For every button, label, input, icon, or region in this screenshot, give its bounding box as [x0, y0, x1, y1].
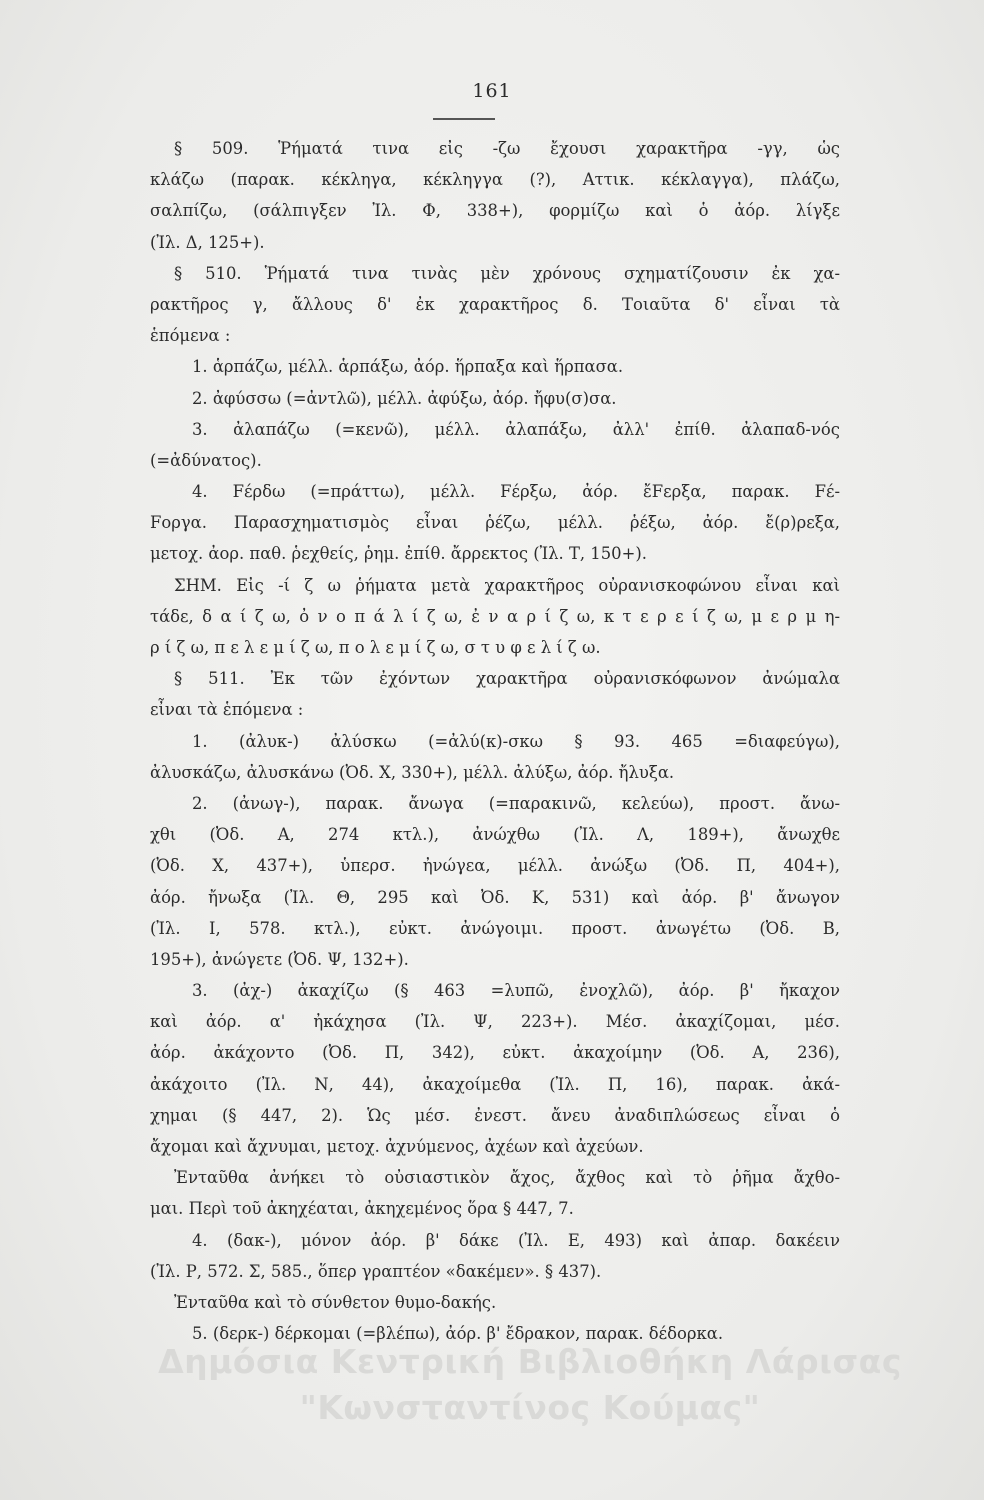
page-number: 161 [472, 80, 512, 102]
text-line: 3. ἀλαπάζω (=κενῶ), μέλλ. ἀλαπάξω, ἀλλ' ἐπίθ. ἀλαπαδ-νός [192, 419, 840, 439]
text-line: 195+), ἀνώγετε (Ὀδ. Ψ, 132+). [150, 949, 409, 969]
text-line: (Ἰλ. Δ, 125+). [150, 232, 265, 252]
text-line: ἀόρ. ἀκάχοντο (Ὀδ. Π, 342), εὐκτ. ἀκαχοίμην (Ὀδ. Α, 236), [150, 1043, 840, 1063]
text-line: § 509. Ῥήματά τινα εἰς -ζω ἔχουσι χαρακτῆρα -γγ, ὡς [174, 139, 840, 158]
body-text [150, 133, 840, 1349]
text-line: (Ἰλ. Ρ, 572. Σ, 585., ὅπερ γραπτέον «δακέμεν». § 437). [150, 1261, 602, 1281]
text-line: (=ἀδύνατος). [150, 450, 262, 470]
text-line: § 511. Ἐκ τῶν ἐχόντων χαρακτῆρα οὐρανισκόφωνον ἀνώμαλα [174, 669, 840, 689]
library-watermark-line-2: "Κωνσταντίνος Κούμας" [299, 1388, 761, 1427]
text-line: καὶ ἀόρ. α' ἠκάχησα (Ἰλ. Ψ, 223+). Μέσ. ἀκαχίζομαι, μέσ. [150, 1012, 840, 1032]
text-line: ΣΗΜ. Εἰς -ί ζ ω ῥήματα μετὰ χαρακτῆρος οὐρανισκοφώνου εἶναι καὶ [174, 575, 840, 595]
text-line: μετοχ. ἀορ. παθ. ῥεχθείς, ῥημ. ἐπίθ. ἄρρεκτος (Ἰλ. Τ, 150+). [150, 544, 647, 564]
text-line: Ἐνταῦθα καὶ τὸ σύνθετον θυμο-δακής. [174, 1292, 497, 1312]
text-line: 5. (δερκ-) δέρκομαι (=βλέπω), ἀόρ. β' ἔδρακον, παρακ. δέδορκα. [192, 1324, 724, 1344]
text-line: εἶναι τὰ ἑπόμενα : [150, 700, 304, 720]
text-line: ρ ί ζ ω, π ε λ ε μ ί ζ ω, π ο λ ε μ ί ζ ω, σ τ υ φ ε λ ί ζ ω. [150, 638, 601, 657]
text-line: 1. ἁρπάζω, μέλλ. ἁρπάξω, ἀόρ. ἥρπαξα καὶ ἥρπασα. [192, 357, 624, 377]
text-line: ἀόρ. ἤνωξα (Ἰλ. Θ, 295 καὶ Ὀδ. Κ, 531) καὶ ἀόρ. β' ἄνωγον [150, 887, 840, 907]
text-line: § 510. Ῥήματά τινα τινὰς μὲν χρόνους σχηματίζουσιν ἐκ χα- [174, 263, 840, 283]
text-line: ἀκάχοιτο (Ἰλ. Ν, 44), ἀκαχοίμεθα (Ἰλ. Π, 16), παρακ. ἀκά- [150, 1074, 840, 1094]
text-line: χημαι (§ 447, 2). Ὡς μέσ. ἐνεστ. ἄνευ ἀναδιπλώσεως εἶναι ὁ [150, 1105, 840, 1125]
text-line: (Ἰλ. Ι, 578. κτλ.), εὐκτ. ἀνώγοιμι. προστ. ἀνωγέτω (Ὀδ. Β, [150, 918, 840, 938]
text-line: 1. (ἀλυκ-) ἀλύσκω (=ἀλύ(κ)-σκω § 93. 465 =διαφεύγω), [192, 731, 840, 751]
text-line: κλάζω (παρακ. κέκληγα, κέκληγγα (?), Αττικ. κέκλαγγα), πλάζω, [150, 170, 840, 190]
text-line: ἀλυσκάζω, ἀλυσκάνω (Ὀδ. Χ, 330+), μέλλ. ἀλύξω, ἀόρ. ἤλυξα. [150, 762, 675, 782]
text-line: ἑπόμενα : [150, 326, 231, 346]
header-rule [433, 118, 495, 120]
text-line: 2. ἀφύσσω (=ἀντλῶ), μέλλ. ἀφύξω, ἀόρ. ἤφυ(σ)σα. [192, 388, 617, 408]
text-line: ρακτῆρος γ, ἄλλους δ' ἐκ χαρακτῆρος δ. Τοιαῦτα δ' εἶναι τὰ [150, 294, 840, 314]
library-watermark-line-1: Δημόσια Κεντρική Βιβλιοθήκη Λάρισας [158, 1342, 902, 1381]
text-line: Ἐνταῦθα ἀνήκει τὸ οὐσιαστικὸν ἄχος, ἄχθος καὶ τὸ ῥῆμα ἄχθο- [174, 1168, 840, 1188]
text-line: τάδε, δ α ί ζ ω, ὀ ν ο π ά λ ί ζ ω, ἐ ν α ρ ί ζ ω, κ τ ε ρ ε ί ζ ω, μ ε ρ μ η- [150, 606, 840, 626]
text-line: χθι (Ὀδ. Α, 274 κτλ.), ἀνώχθω (Ἰλ. Λ, 189+), ἄνωχθε [150, 825, 840, 845]
text-line: 4. (δακ-), μόνον ἀόρ. β' δάκε (Ἰλ. Ε, 493) καὶ ἀπαρ. δακέειν [192, 1230, 840, 1250]
text-line: 2. (ἀνωγ-), παρακ. ἄνωγα (=παρακινῶ, κελεύω), προστ. ἄνω- [192, 793, 840, 813]
text-line: (Ὀδ. Χ, 437+), ὑπερσ. ἠνώγεα, μέλλ. ἀνώξω (Ὀδ. Π, 404+), [150, 856, 840, 876]
text-line: 4. Fέρδω (=πράττω), μέλλ. Fέρξω, ἀόρ. ἔFερξα, παρακ. Fέ- [192, 482, 840, 502]
text-line: ἄχομαι καὶ ἄχνυμαι, μετοχ. ἀχνύμενος, ἀχέων καὶ ἀχεύων. [150, 1137, 644, 1156]
text-line: Fοργα. Παρασχηματισμὸς εἶναι ῥέζω, μέλλ. ῥέξω, ἀόρ. ἔ(ρ)ρεξα, [150, 513, 840, 533]
text-line: μαι. Περὶ τοῦ ἀκηχέαται, ἀκηχεμένος ὅρα § 447, 7. [150, 1199, 574, 1219]
text-line: σαλπίζω, (σάλπιγξεν Ἰλ. Φ, 338+), φορμίζω καὶ ὁ ἀόρ. λίγξε [150, 201, 840, 221]
text-line: 3. (ἀχ-) ἀκαχίζω (§ 463 =λυπῶ, ἐνοχλῶ), ἀόρ. β' ἤκαχον [192, 981, 840, 1001]
